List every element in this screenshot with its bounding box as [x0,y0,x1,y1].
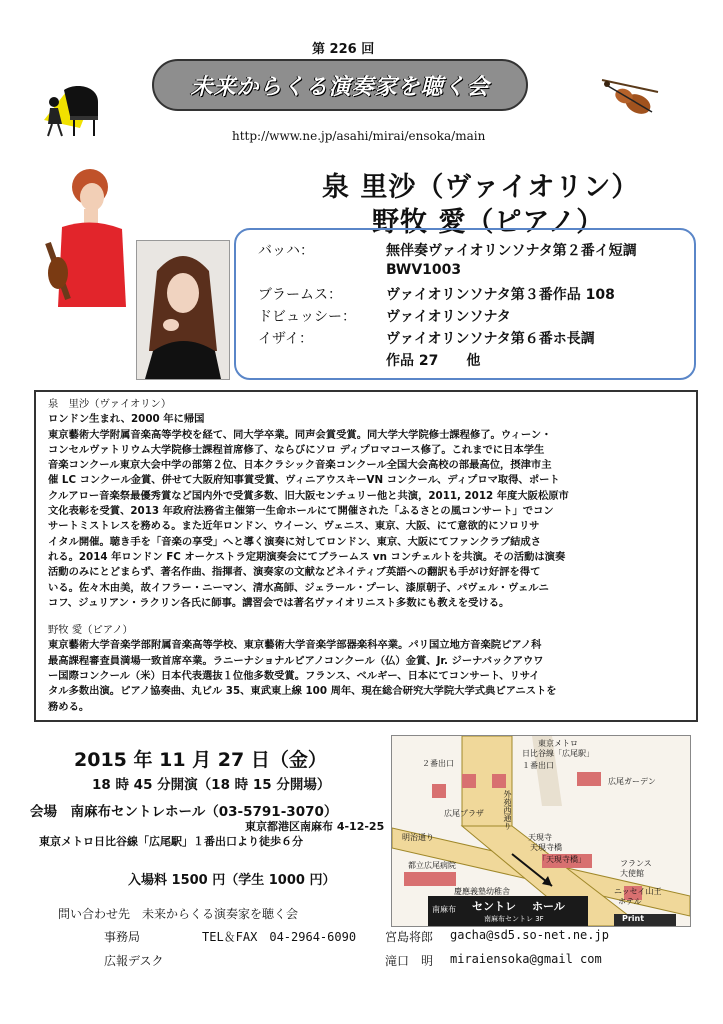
bio-line: コンセルヴァトリウム大学院修士課程首席修了、ならびにソロ ディプロマコース修了。これまでに日本学生 [48,443,545,456]
bio-heading-izumi: 泉 里沙（ヴァイオリン） [48,398,172,410]
contact-person-2: 滝口 明 [385,954,434,968]
pr-desk-label: 広報デスク [104,954,164,968]
website-url[interactable]: http://www.ne.jp/asahi/mirai/ensoka/main [232,129,486,143]
composer: ドビュッシー： [258,309,356,325]
map-label-line: 日比谷線「広尾駅」 [522,749,594,758]
map-label-plaza: 広尾プラザ [444,809,484,818]
bio-line: 務める。 [48,700,90,713]
print-button[interactable]: Print [622,914,645,923]
map-hall-name: セントレ [472,900,516,913]
map-label-kindergarten: 慶應義塾幼稚舎 [454,887,510,896]
biography-box [34,390,698,722]
map-label-hospital: 都立広尾病院 [408,861,456,870]
map-hall-name-2: ホール [532,900,565,913]
admission-fee: 入場料 1500 円（学生 1000 円） [128,873,336,888]
bio-line: タル多数出演。ピアノ協奏曲、丸ビル 35、東武東上線 100 周年、現在総合研究大学院大学式典ピアニストを [48,685,557,698]
map-label-tenken: 天現寺 [528,833,552,842]
contact-email-2[interactable]: miraiensoka@gmail com [450,952,602,966]
inquiry-label: 問い合わせ先 未来からくる演奏家を聴く会 [58,907,299,921]
work: ヴァイオリンソナタ [386,309,511,325]
map-label-embassy: 大使館 [620,869,644,878]
issue-number: 第 226 回 [312,42,375,57]
work: ヴァイオリンソナタ第３番作品 108 [386,287,615,303]
venue-address: 東京都港区南麻布 4-12-25 [245,820,385,833]
bio-line: 最高課程審査員満場一致首席卒業。ラニーナショナルピアノコンクール（仏）金賞、Jr. ジーナバックアウワ [48,654,544,667]
violin-icon [598,70,662,126]
map-label-exit1: １番出口 [522,761,554,770]
composer: ブラームス： [258,287,342,303]
composer: バッハ： [258,243,314,259]
map-hall-prefix: 南麻布 [432,905,456,914]
piano-icon [36,72,106,140]
bio-line: サートミストレスを務める。また近年ロンドン、ウイーン、ヴェニス、東京、大阪、にて意欲的にソロリサ [48,520,540,533]
bio-line: 東京藝術大学音楽学部附属音楽高等学校、東京藝術大学音楽学部器楽科卒業。パリ国立地方音楽院ピアノ科 [48,639,542,652]
bio-line: 東京藝術大学附属音楽高等学校を経て、同大学卒業。同声会賞受賞。同大学大学院修士課程修了。ウィーン・ [48,428,552,441]
bio-line: ー国際コンクール（米）日本代表選抜１位他多数受賞。フランス、ベルギー、日本にてコンサート、リサイ [48,670,540,683]
map-label-nisseki: ニッセイ山王 [614,887,662,896]
map-label-metro: 東京メトロ [538,739,578,748]
bio-line: いる。佐々木由美，故イフラー・ニーマン、清水高師、ジェラール・プーレ、漆原朝子、パヴェル・ヴェルニ [48,581,549,594]
event-date: 2015 年 11 月 27 日（金） [74,749,327,771]
map-hall-sub: 南麻布セントレ 3F [484,915,544,923]
event-venue: 会場 南麻布セントレホール（03-5791-3070） [30,804,338,820]
map-label-exit2: ２番出口 [422,759,454,768]
map-label-garden: 広尾ガーデン [608,777,656,786]
bio-line: ロンドン生まれ、2000 年に帰国 [48,413,205,426]
bio-line: 文化表彰を受賞、2013 年政府法務省主催第一生命ホールにて開催された「ふるさとの風コンサート」でコン [48,505,554,518]
tel-fax: TEL＆FAX 04-2964-6090 [202,930,357,944]
composer: イザイ： [258,331,314,347]
bio-line: クルアロー音楽祭最優秀賞など国内外で受賞多数、旧大阪センチュリー他と共演，2011, 2012 年度大阪松原市 [48,489,569,502]
venue-map [391,735,691,927]
bio-line: イタル開催。聴き手を「音楽の享受」へと導く演奏に対してロンドン、東京、大阪にてファンクラブ結成さ [48,535,542,548]
work: BWV1003 [386,262,462,278]
map-label-street: 外苑西通り [503,790,512,830]
map-label-france: フランス [620,859,652,868]
work: ヴァイオリンソナタ第６番ホ長調 [386,331,595,347]
map-label-tenken-bridge: 天現寺橋 [530,843,562,852]
bio-line: コフ、ジュリアン・ラクリン各氏に師事。講習会では著名ヴァイオリニスト多数にも教えを受ける。 [48,596,510,609]
venue-access: 東京メトロ日比谷線「広尾駅」１番出口より徒歩６分 [39,835,303,848]
map-label-tenken-bridge-2: 「天現寺橋」 [538,855,586,864]
contact-person-1: 宮島将郎 [385,930,434,944]
bio-line: 催 LC コンクール金賞、併せて大阪府知事賞受賞、ヴィニアウスキーVN コンクール、ディプロマ取得、ポート [48,474,560,487]
work: 作品 27 他 [386,353,481,369]
map-label-hotel: ホテル [618,897,642,906]
performer-name-piano: 野牧 愛（ピアノ） [372,207,605,238]
contact-email-1[interactable]: gacha@sd5.so-net.ne.jp [450,928,609,942]
event-time: 18 時 45 分開演（18 時 15 分開場） [92,777,331,793]
bio-heading-nomaki: 野牧 愛（ピアノ） [48,624,133,637]
pianist-photo [136,240,230,380]
bio-line: 活動のみにとどまらず、著名作曲、指揮者、演奏家の文献などネイティブ英語への翻訳も手がけ好評を得て [48,566,541,579]
office-label: 事務局 [104,930,141,944]
work: 無伴奏ヴァイオリンソナタ第２番イ短調 [386,243,637,259]
program-box [234,228,696,380]
performer-name-violin: 泉 里沙（ヴァイオリン） [322,172,640,203]
map-label-meiji: 明治通り [402,833,434,842]
series-title-banner [152,59,528,111]
bio-line: れる。2014 年ロンドン FC オーケストラ定期演奏会にてブラームス vn コンチェルトを共演。その活動は演奏 [48,550,566,563]
violinist-photo [34,163,128,307]
bio-line: 音楽コンクール東京大会中学の部第２位、日本クラシック音楽コンクール全国大会高校の部最高位，摂津市主 [48,459,552,472]
series-title: 未来からくる演奏家を聴く会 [190,74,490,100]
